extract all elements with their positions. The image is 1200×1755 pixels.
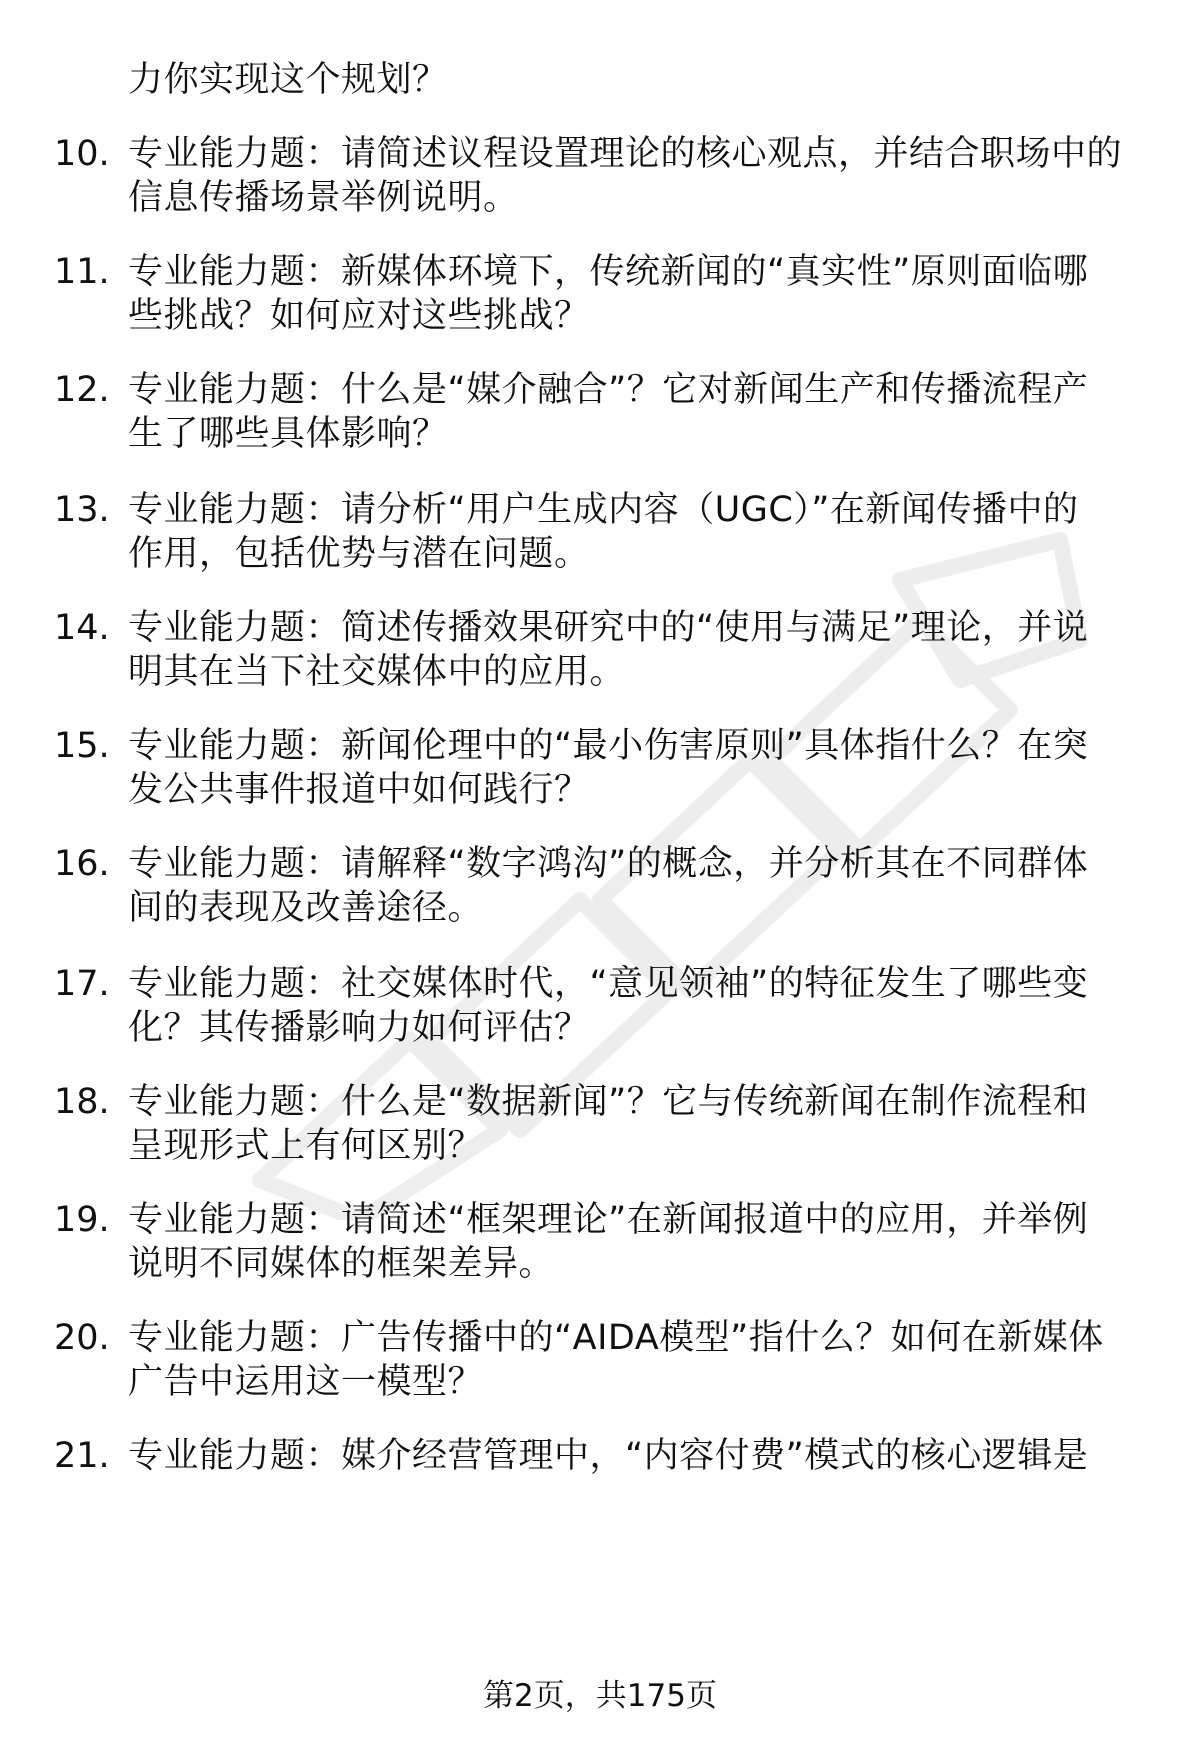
item-line-1: 专业能力题：什么是“数据新闻”？它与传统新闻在制作流程和 [128,1082,1089,1122]
item-line-1: 专业能力题：社交媒体时代，“意见领袖”的特征发生了哪些变 [128,964,1089,1004]
item-number: 16. [54,844,110,884]
item-line-1: 专业能力题：新媒体环境下，传统新闻的“真实性”原则面临哪 [128,252,1089,292]
item-line-2: 广告中运用这一模型？ [128,1362,484,1402]
item-line-1: 专业能力题：媒介经营管理中，“内容付费”模式的核心逻辑是 [128,1436,1089,1476]
item-line-2: 生了哪些具体影响？ [128,414,448,454]
item-number: 14. [54,608,110,648]
item-line-1: 专业能力题：请简述“框架理论”在新闻报道中的应用，并举例 [128,1200,1089,1240]
item-number: 13. [54,490,110,530]
item-line-2: 化？其传播影响力如何评估？ [128,1008,590,1048]
item-number: 10. [54,134,110,174]
item-number: 15. [54,726,110,766]
item-line-2: 些挑战？如何应对这些挑战？ [128,296,590,336]
page-footer: 第2页，共175页 [483,1678,717,1714]
item-line-2: 呈现形式上有何区别？ [128,1126,484,1166]
item-number: 18. [54,1082,110,1122]
item-number: 12. [54,370,110,410]
item-line-2: 明其在当下社交媒体中的应用。 [128,652,626,692]
item-line-1: 专业能力题：简述传播效果研究中的“使用与满足”理论，并说 [128,608,1089,648]
item-number: 11. [54,252,110,292]
item-line-1: 专业能力题：请分析“用户生成内容（UGC）”在新闻传播中的 [128,490,1079,530]
item-line-1: 专业能力题：请解释“数字鸿沟”的概念，并分析其在不同群体 [128,844,1089,884]
item-number: 17. [54,964,110,1004]
item-line-1: 专业能力题：请简述议程设置理论的核心观点，并结合职场中的 [128,134,1123,174]
item-line-2: 信息传播场景举例说明。 [128,178,519,218]
item-line-1: 专业能力题：新闻伦理中的“最小伤害原则”具体指什么？在突 [128,726,1089,766]
item-number: 20. [54,1318,110,1358]
item-number: 19. [54,1200,110,1240]
item-line-1: 专业能力题：广告传播中的“AIDA模型”指什么？如何在新媒体 [128,1318,1104,1358]
continuation-line: 力你实现这个规划？ [128,60,448,100]
item-line-2: 说明不同媒体的框架差异。 [128,1244,555,1284]
item-line-2: 作用，包括优势与潜在问题。 [128,534,590,574]
item-line-2: 间的表现及改善途径。 [128,888,484,928]
item-number: 21. [54,1436,110,1476]
item-line-1: 专业能力题：什么是“媒介融合”？它对新闻生产和传播流程产 [128,370,1089,410]
item-line-2: 发公共事件报道中如何践行？ [128,770,590,810]
